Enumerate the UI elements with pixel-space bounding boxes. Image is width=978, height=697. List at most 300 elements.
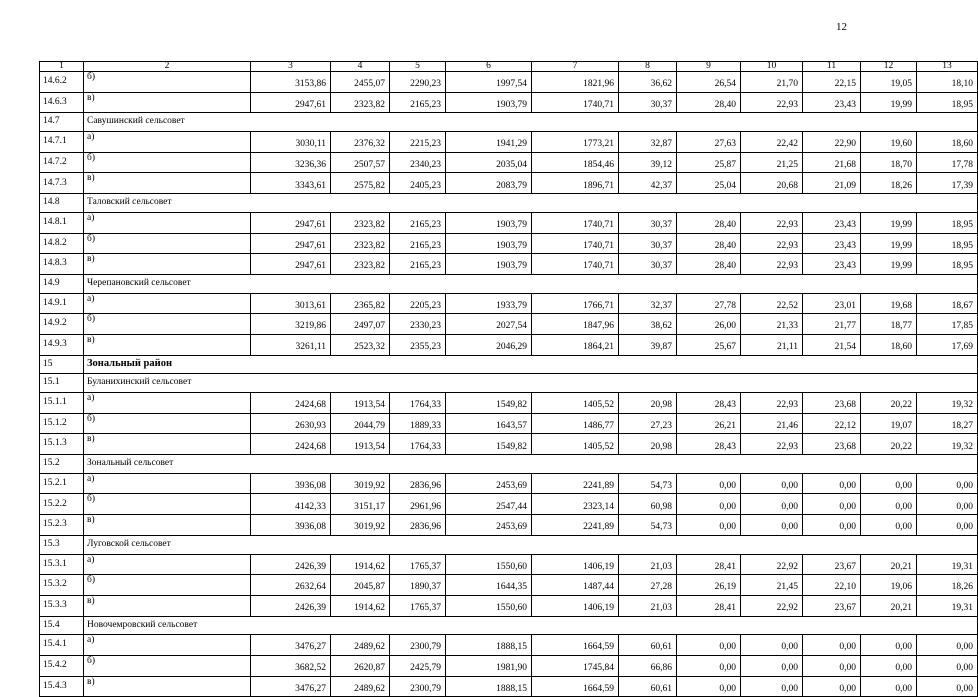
section-title: Буланихинский сельсовет <box>84 374 978 393</box>
value-cell: 2489,62 <box>331 635 390 656</box>
value-cell: 19,99 <box>861 92 917 113</box>
value-cell: 3019,92 <box>331 473 390 494</box>
value-cell: 1406,19 <box>532 554 619 575</box>
value-cell: 2426,39 <box>251 554 331 575</box>
value-cell: 1941,29 <box>446 132 532 153</box>
value-cell: 22,52 <box>741 293 803 314</box>
value-cell: 23,43 <box>803 254 861 275</box>
value-cell: 22,15 <box>803 72 861 93</box>
value-cell: 1740,71 <box>532 254 619 275</box>
value-cell: 22,42 <box>741 132 803 153</box>
value-cell: 1406,19 <box>532 595 619 616</box>
row-code-cell: 15.3.3 <box>40 595 84 616</box>
section-title: Таловский сельсовет <box>84 194 978 213</box>
row-code-cell: 15.2.1 <box>40 473 84 494</box>
value-cell: 23,67 <box>803 554 861 575</box>
value-cell: 19,32 <box>917 434 978 455</box>
table-row <box>40 434 978 455</box>
value-cell: 21,54 <box>803 334 861 355</box>
section-title: Новочемровский сельсовет <box>84 616 978 635</box>
value-cell: 30,37 <box>619 212 677 233</box>
section-row <box>40 274 978 293</box>
value-cell: 23,67 <box>803 595 861 616</box>
row-code-cell: 14.8.3 <box>40 254 84 275</box>
value-cell: 17,78 <box>917 152 978 173</box>
value-cell: 17,39 <box>917 173 978 194</box>
district-title: Зональный район <box>84 355 978 374</box>
value-cell: 39,12 <box>619 152 677 173</box>
value-cell: 18,77 <box>861 314 917 335</box>
value-cell: 3682,52 <box>251 655 331 676</box>
row-variant-cell: б) <box>84 72 251 93</box>
table-row <box>40 515 978 536</box>
value-cell: 19,05 <box>861 72 917 93</box>
table-row <box>40 314 978 335</box>
value-cell: 1765,37 <box>390 554 446 575</box>
row-code-cell: 15.2.3 <box>40 515 84 536</box>
value-cell: 22,93 <box>741 393 803 414</box>
value-cell: 3219,86 <box>251 314 331 335</box>
value-cell: 2044,79 <box>331 413 390 434</box>
value-cell: 2045,87 <box>331 575 390 596</box>
value-cell: 18,95 <box>917 254 978 275</box>
value-cell: 2035,04 <box>446 152 532 173</box>
value-cell: 18,95 <box>917 92 978 113</box>
column-header: 9 <box>677 62 741 72</box>
row-variant-cell: б) <box>84 575 251 596</box>
value-cell: 1766,71 <box>532 293 619 314</box>
value-cell: 26,21 <box>677 413 741 434</box>
value-cell: 18,67 <box>917 293 978 314</box>
column-header: 10 <box>741 62 803 72</box>
value-cell: 1550,60 <box>446 554 532 575</box>
row-code-cell: 14.9.1 <box>40 293 84 314</box>
row-variant-cell: в) <box>84 92 251 113</box>
value-cell: 1664,59 <box>532 676 619 697</box>
value-cell: 1550,60 <box>446 595 532 616</box>
value-cell: 1888,15 <box>446 635 532 656</box>
value-cell: 2083,79 <box>446 173 532 194</box>
value-cell: 3343,61 <box>251 173 331 194</box>
value-cell: 1890,37 <box>390 575 446 596</box>
column-header: 12 <box>861 62 917 72</box>
value-cell: 28,41 <box>677 554 741 575</box>
value-cell: 19,68 <box>861 293 917 314</box>
row-code-cell: 14.8.1 <box>40 212 84 233</box>
value-cell: 1764,33 <box>390 393 446 414</box>
table-row <box>40 473 978 494</box>
value-cell: 22,90 <box>803 132 861 153</box>
value-cell: 30,37 <box>619 254 677 275</box>
value-cell: 21,68 <box>803 152 861 173</box>
value-cell: 0,00 <box>861 655 917 676</box>
value-cell: 22,10 <box>803 575 861 596</box>
value-cell: 18,95 <box>917 212 978 233</box>
value-cell: 0,00 <box>741 676 803 697</box>
row-code-cell: 15.1.3 <box>40 434 84 455</box>
value-cell: 28,41 <box>677 595 741 616</box>
value-cell: 26,00 <box>677 314 741 335</box>
row-code-cell: 15.4.1 <box>40 635 84 656</box>
value-cell: 1903,79 <box>446 254 532 275</box>
value-cell: 2330,23 <box>390 314 446 335</box>
value-cell: 2632,64 <box>251 575 331 596</box>
value-cell: 19,31 <box>917 554 978 575</box>
section-code-cell: 14.7 <box>40 113 84 132</box>
section-row <box>40 113 978 132</box>
value-cell: 0,00 <box>677 676 741 697</box>
value-cell: 2489,62 <box>331 676 390 697</box>
value-cell: 1903,79 <box>446 92 532 113</box>
value-cell: 22,93 <box>741 254 803 275</box>
value-cell: 0,00 <box>803 635 861 656</box>
value-cell: 23,68 <box>803 393 861 414</box>
value-cell: 0,00 <box>917 655 978 676</box>
value-cell: 28,40 <box>677 92 741 113</box>
value-cell: 1487,44 <box>532 575 619 596</box>
value-cell: 18,70 <box>861 152 917 173</box>
value-cell: 0,00 <box>803 473 861 494</box>
section-row <box>40 194 978 213</box>
value-cell: 0,00 <box>917 676 978 697</box>
value-cell: 2836,96 <box>390 473 446 494</box>
value-cell: 39,87 <box>619 334 677 355</box>
value-cell: 1997,54 <box>446 72 532 93</box>
value-cell: 1764,33 <box>390 434 446 455</box>
value-cell: 0,00 <box>677 515 741 536</box>
value-cell: 1888,15 <box>446 676 532 697</box>
table-row <box>40 554 978 575</box>
value-cell: 1903,79 <box>446 233 532 254</box>
value-cell: 1765,37 <box>390 595 446 616</box>
value-cell: 2165,23 <box>390 254 446 275</box>
value-cell: 28,43 <box>677 434 741 455</box>
value-cell: 0,00 <box>803 515 861 536</box>
value-cell: 0,00 <box>741 515 803 536</box>
row-variant-cell: в) <box>84 515 251 536</box>
row-variant-cell: в) <box>84 173 251 194</box>
section-code-cell: 14.9 <box>40 274 84 293</box>
table-row <box>40 393 978 414</box>
value-cell: 2323,14 <box>532 494 619 515</box>
section-code-cell: 15 <box>40 355 84 374</box>
section-row <box>40 374 978 393</box>
value-cell: 23,43 <box>803 233 861 254</box>
value-cell: 1913,54 <box>331 434 390 455</box>
value-cell: 22,93 <box>741 233 803 254</box>
value-cell: 21,70 <box>741 72 803 93</box>
value-cell: 25,87 <box>677 152 741 173</box>
column-header: 6 <box>446 62 532 72</box>
value-cell: 3013,61 <box>251 293 331 314</box>
value-cell: 1549,82 <box>446 393 532 414</box>
value-cell: 0,00 <box>677 655 741 676</box>
value-cell: 32,37 <box>619 293 677 314</box>
value-cell: 3019,92 <box>331 515 390 536</box>
value-cell: 3030,11 <box>251 132 331 153</box>
table-row <box>40 334 978 355</box>
value-cell: 19,31 <box>917 595 978 616</box>
value-cell: 21,25 <box>741 152 803 173</box>
column-header: 13 <box>917 62 978 72</box>
value-cell: 2300,79 <box>390 676 446 697</box>
value-cell: 2947,61 <box>251 92 331 113</box>
value-cell: 2323,82 <box>331 254 390 275</box>
value-cell: 3476,27 <box>251 676 331 697</box>
value-cell: 19,60 <box>861 132 917 153</box>
value-cell: 25,04 <box>677 173 741 194</box>
row-variant-cell: а) <box>84 393 251 414</box>
row-code-cell: 14.6.2 <box>40 72 84 93</box>
row-variant-cell: в) <box>84 595 251 616</box>
row-variant-cell: б) <box>84 413 251 434</box>
row-code-cell: 14.7.1 <box>40 132 84 153</box>
section-code-cell: 15.4 <box>40 616 84 635</box>
value-cell: 3936,08 <box>251 473 331 494</box>
section-code-cell: 14.8 <box>40 194 84 213</box>
value-cell: 18,60 <box>861 334 917 355</box>
value-cell: 20,21 <box>861 595 917 616</box>
value-cell: 21,03 <box>619 554 677 575</box>
table-row <box>40 413 978 434</box>
row-code-cell: 14.9.2 <box>40 314 84 335</box>
value-cell: 22,92 <box>741 554 803 575</box>
value-cell: 2290,23 <box>390 72 446 93</box>
section-title: Черепановский сельсовет <box>84 274 978 293</box>
column-header: 7 <box>532 62 619 72</box>
value-cell: 2046,29 <box>446 334 532 355</box>
value-cell: 20,21 <box>861 554 917 575</box>
row-variant-cell: в) <box>84 334 251 355</box>
value-cell: 17,85 <box>917 314 978 335</box>
row-variant-cell: б) <box>84 655 251 676</box>
value-cell: 2961,96 <box>390 494 446 515</box>
value-cell: 19,99 <box>861 212 917 233</box>
value-cell: 0,00 <box>741 635 803 656</box>
section-row <box>40 535 978 554</box>
value-cell: 18,60 <box>917 132 978 153</box>
value-cell: 21,11 <box>741 334 803 355</box>
value-cell: 27,28 <box>619 575 677 596</box>
value-cell: 1740,71 <box>532 212 619 233</box>
value-cell: 22,92 <box>741 595 803 616</box>
value-cell: 21,33 <box>741 314 803 335</box>
value-cell: 1914,62 <box>331 554 390 575</box>
value-cell: 54,73 <box>619 515 677 536</box>
table-row <box>40 595 978 616</box>
value-cell: 42,37 <box>619 173 677 194</box>
row-variant-cell: б) <box>84 152 251 173</box>
value-cell: 2205,23 <box>390 293 446 314</box>
value-cell: 3936,08 <box>251 515 331 536</box>
value-cell: 32,87 <box>619 132 677 153</box>
table-row <box>40 173 978 194</box>
value-cell: 2947,61 <box>251 212 331 233</box>
value-cell: 2300,79 <box>390 635 446 656</box>
row-code-cell: 15.3.2 <box>40 575 84 596</box>
value-cell: 0,00 <box>803 676 861 697</box>
value-cell: 23,43 <box>803 92 861 113</box>
row-variant-cell: в) <box>84 434 251 455</box>
value-cell: 0,00 <box>861 494 917 515</box>
value-cell: 2424,68 <box>251 434 331 455</box>
table-row <box>40 575 978 596</box>
value-cell: 0,00 <box>861 515 917 536</box>
value-cell: 1847,96 <box>532 314 619 335</box>
value-cell: 0,00 <box>861 635 917 656</box>
value-cell: 2453,69 <box>446 473 532 494</box>
value-cell: 21,09 <box>803 173 861 194</box>
value-cell: 36,62 <box>619 72 677 93</box>
row-code-cell: 15.2.2 <box>40 494 84 515</box>
value-cell: 4142,33 <box>251 494 331 515</box>
value-cell: 22,93 <box>741 92 803 113</box>
column-header: 4 <box>331 62 390 72</box>
tariff-table <box>39 61 978 697</box>
value-cell: 0,00 <box>741 655 803 676</box>
value-cell: 21,77 <box>803 314 861 335</box>
value-cell: 3236,36 <box>251 152 331 173</box>
value-cell: 22,12 <box>803 413 861 434</box>
value-cell: 2424,68 <box>251 393 331 414</box>
value-cell: 1740,71 <box>532 233 619 254</box>
value-cell: 1644,35 <box>446 575 532 596</box>
table-row <box>40 254 978 275</box>
value-cell: 1745,84 <box>532 655 619 676</box>
value-cell: 2425,79 <box>390 655 446 676</box>
value-cell: 1821,96 <box>532 72 619 93</box>
row-variant-cell: а) <box>84 554 251 575</box>
value-cell: 2365,82 <box>331 293 390 314</box>
value-cell: 2165,23 <box>390 92 446 113</box>
value-cell: 0,00 <box>677 473 741 494</box>
row-variant-cell: в) <box>84 254 251 275</box>
value-cell: 3153,86 <box>251 72 331 93</box>
value-cell: 28,40 <box>677 233 741 254</box>
page-number: 12 <box>836 21 847 33</box>
row-code-cell: 15.1.2 <box>40 413 84 434</box>
value-cell: 2165,23 <box>390 233 446 254</box>
value-cell: 27,23 <box>619 413 677 434</box>
table-row <box>40 676 978 697</box>
row-variant-cell: б) <box>84 233 251 254</box>
value-cell: 26,54 <box>677 72 741 93</box>
value-cell: 1889,33 <box>390 413 446 434</box>
value-cell: 28,40 <box>677 254 741 275</box>
value-cell: 0,00 <box>861 473 917 494</box>
table-row <box>40 494 978 515</box>
value-cell: 2323,82 <box>331 212 390 233</box>
value-cell: 1914,62 <box>331 595 390 616</box>
value-cell: 2947,61 <box>251 233 331 254</box>
value-cell: 2836,96 <box>390 515 446 536</box>
table-row <box>40 635 978 656</box>
value-cell: 0,00 <box>917 473 978 494</box>
value-cell: 23,68 <box>803 434 861 455</box>
value-cell: 2215,23 <box>390 132 446 153</box>
value-cell: 19,32 <box>917 393 978 414</box>
table-row <box>40 655 978 676</box>
value-cell: 26,19 <box>677 575 741 596</box>
value-cell: 2523,32 <box>331 334 390 355</box>
table-row <box>40 212 978 233</box>
value-cell: 1405,52 <box>532 393 619 414</box>
row-variant-cell: а) <box>84 635 251 656</box>
section-code-cell: 15.2 <box>40 455 84 474</box>
column-header: 8 <box>619 62 677 72</box>
value-cell: 2323,82 <box>331 92 390 113</box>
value-cell: 60,61 <box>619 635 677 656</box>
value-cell: 2027,54 <box>446 314 532 335</box>
value-cell: 66,86 <box>619 655 677 676</box>
value-cell: 20,98 <box>619 393 677 414</box>
row-variant-cell: а) <box>84 473 251 494</box>
column-header: 1 <box>40 62 84 72</box>
section-row <box>40 616 978 635</box>
value-cell: 2547,44 <box>446 494 532 515</box>
value-cell: 0,00 <box>741 473 803 494</box>
value-cell: 2355,23 <box>390 334 446 355</box>
value-cell: 0,00 <box>917 494 978 515</box>
value-cell: 30,37 <box>619 233 677 254</box>
value-cell: 18,26 <box>917 575 978 596</box>
value-cell: 2340,23 <box>390 152 446 173</box>
value-cell: 21,03 <box>619 595 677 616</box>
value-cell: 2497,07 <box>331 314 390 335</box>
table-row <box>40 233 978 254</box>
column-header: 5 <box>390 62 446 72</box>
value-cell: 0,00 <box>677 494 741 515</box>
table-row <box>40 92 978 113</box>
value-cell: 2323,82 <box>331 233 390 254</box>
value-cell: 1933,79 <box>446 293 532 314</box>
section-title: Зональный сельсовет <box>84 455 978 474</box>
value-cell: 0,00 <box>917 635 978 656</box>
value-cell: 3261,11 <box>251 334 331 355</box>
value-cell: 20,98 <box>619 434 677 455</box>
row-code-cell: 15.4.3 <box>40 676 84 697</box>
row-variant-cell: б) <box>84 314 251 335</box>
value-cell: 1854,46 <box>532 152 619 173</box>
value-cell: 2630,93 <box>251 413 331 434</box>
value-cell: 21,46 <box>741 413 803 434</box>
value-cell: 2947,61 <box>251 254 331 275</box>
value-cell: 60,61 <box>619 676 677 697</box>
value-cell: 2453,69 <box>446 515 532 536</box>
section-title: Луговской сельсовет <box>84 535 978 554</box>
value-cell: 2426,39 <box>251 595 331 616</box>
value-cell: 28,40 <box>677 212 741 233</box>
value-cell: 1896,71 <box>532 173 619 194</box>
value-cell: 25,67 <box>677 334 741 355</box>
value-cell: 22,93 <box>741 434 803 455</box>
value-cell: 18,10 <box>917 72 978 93</box>
value-cell: 18,27 <box>917 413 978 434</box>
value-cell: 1773,21 <box>532 132 619 153</box>
value-cell: 1740,71 <box>532 92 619 113</box>
value-cell: 2620,87 <box>331 655 390 676</box>
value-cell: 1864,21 <box>532 334 619 355</box>
column-header: 11 <box>803 62 861 72</box>
value-cell: 2241,89 <box>532 515 619 536</box>
value-cell: 60,98 <box>619 494 677 515</box>
value-cell: 3151,17 <box>331 494 390 515</box>
table-header-row <box>40 62 978 72</box>
row-code-cell: 14.6.3 <box>40 92 84 113</box>
value-cell: 2241,89 <box>532 473 619 494</box>
value-cell: 17,69 <box>917 334 978 355</box>
value-cell: 1913,54 <box>331 393 390 414</box>
